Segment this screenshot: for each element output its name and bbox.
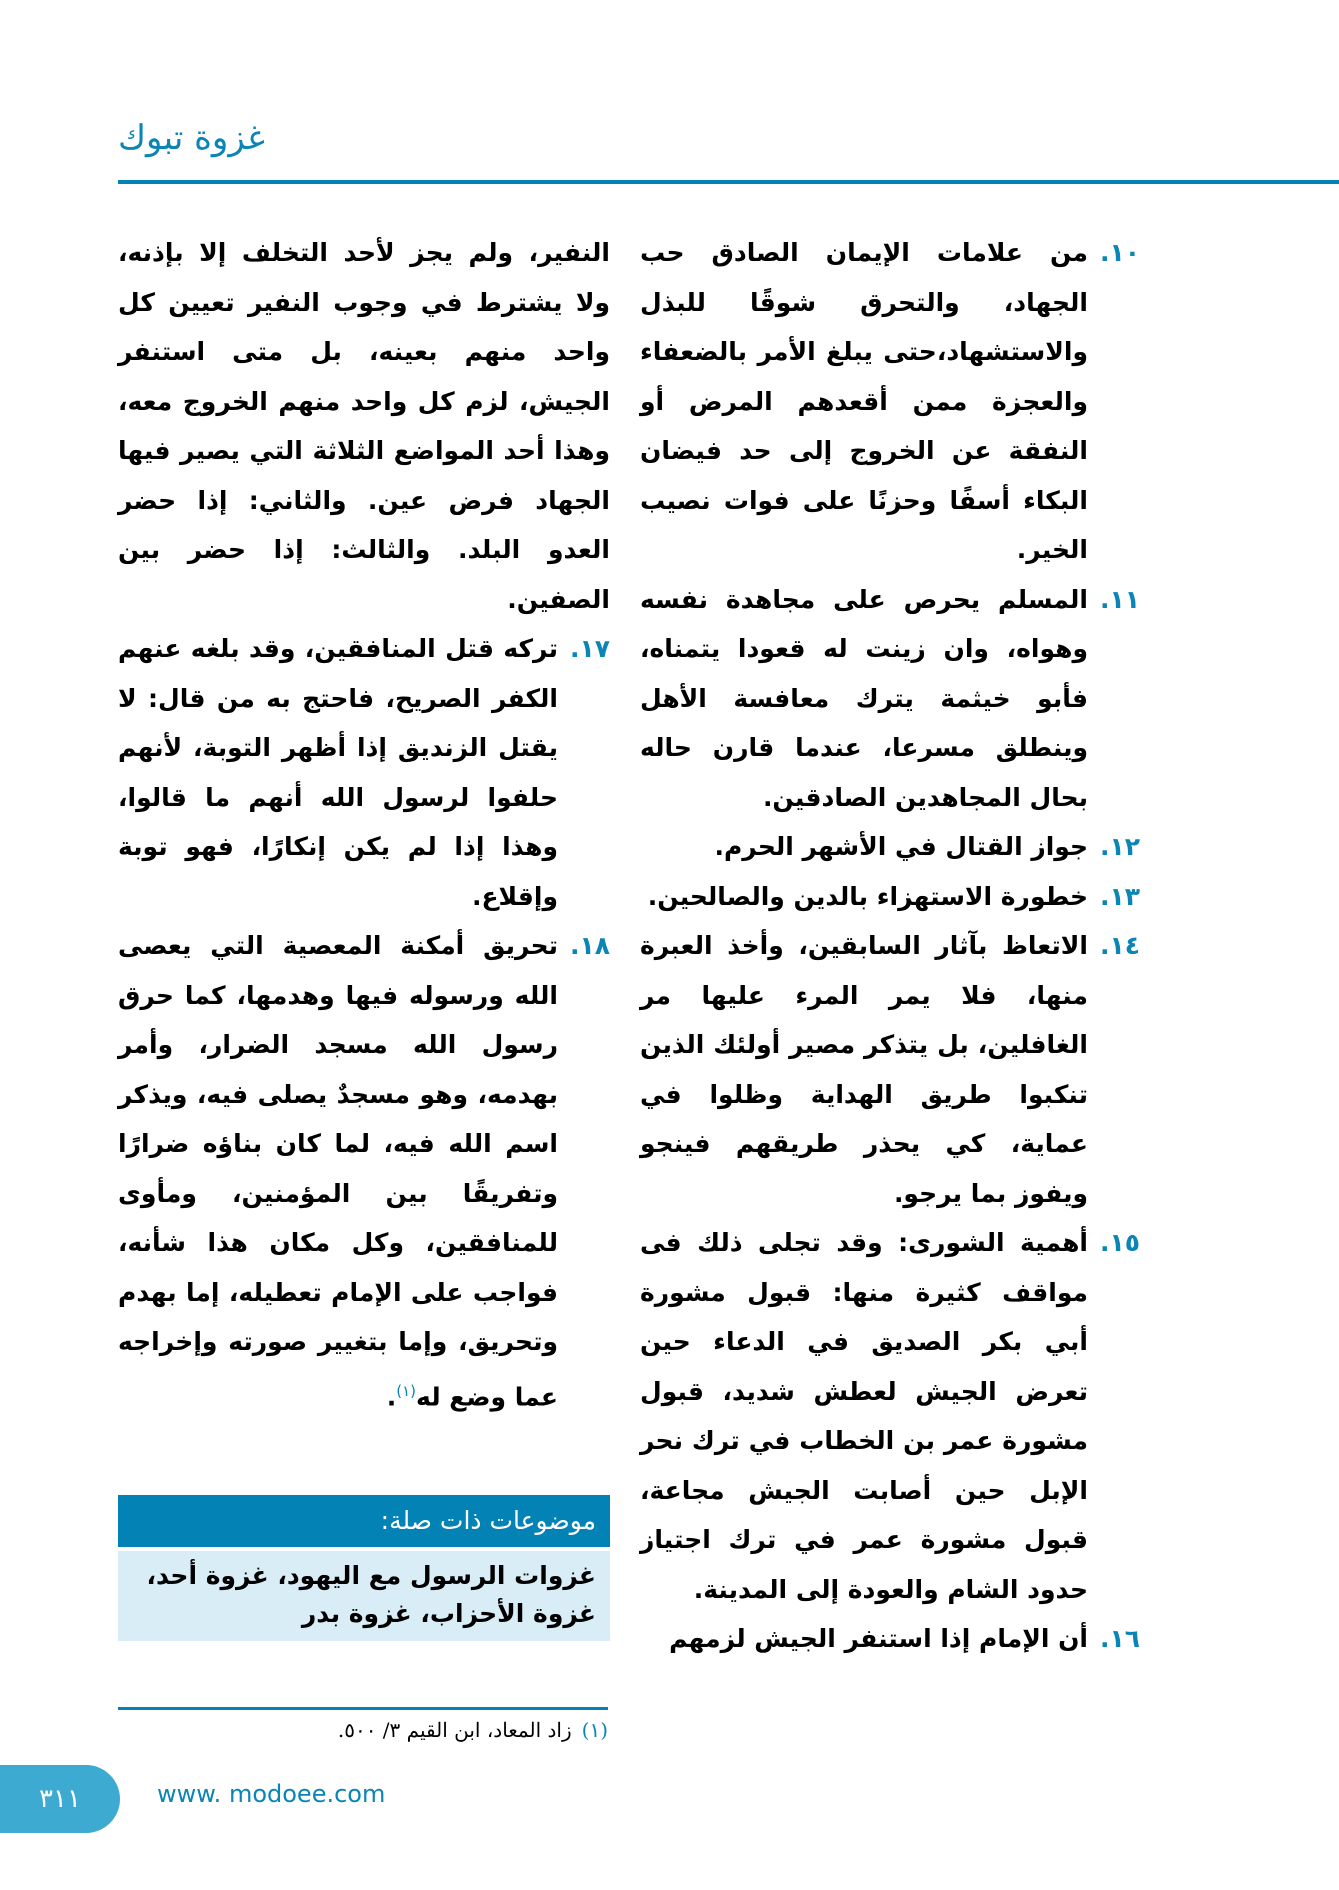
related-topics-heading: موضوعات ذات صلة: [118,1495,610,1547]
list-item [640,822,1140,872]
item-text: تحريق أمكنة المعصية التي يعصى الله ورسوله فيها وهدمها، كما حرق رسول الله مسجد الضرار، وأمر بهدمه، وهو مسجدٌ يصلى فيه، ويذكر اسم الله فيه، لما كان بناؤه ضرارًا وتفريقًا بين المؤمنين، ومأوى للمنافقين، وكل مكان هذا شأنه، فواجب على الإمام تعطيله، إما بهدم وتحريق، وإما بتغيير صورته وإخراجه عما وضع له [118,931,558,1411]
item-text: خطورة الاستهزاء بالدين والصالحين. [647,881,1088,911]
item-number: ١٣. [1099,881,1140,911]
item-text: المسلم يحرص على مجاهدة نفسه وهواه، وان زينت له قعودا يتمناه، فأبو خيثمة يترك معافسة الأهل وينطلق مسرعا، عندما قارن حاله بحال المجاهدين الصادقين. [640,584,1088,812]
item-text: النفير، ولم يجز لأحد التخلف إلا بإذنه، ولا يشترط في وجوب النفير تعيين كل واحد منهم بعينه، بل متى استنفر الجيش، لزم كل واحد منهم الخروج معه، وهذا أحد المواضع الثلاثة التي يصير فيها الجهاد فرض عين. والثاني: إذا حضر العدو البلد. والثالث: إذا حضر بين الصفين. [118,238,610,614]
website-link[interactable]: www. modoee.com [157,1780,386,1808]
left-column [118,228,610,1421]
footnote-text: زاد المعاد، ابن القيم ٣/ ٥٠٠. [337,1718,572,1742]
list-item [640,575,1140,823]
item-number: ١٨. [569,931,610,960]
right-column [640,228,1140,1664]
item-text: جواز القتال في الأشهر الحرم. [714,832,1088,861]
chapter-title: غزوة تبوك [118,118,265,158]
related-topics-box [118,1495,610,1641]
page-number-badge: ٣١١ [0,1765,120,1833]
item-text: أهمية الشورى: وقد تجلى ذلك فى مواقف كثيرة منها: قبول مشورة أبي بكر الصديق في الدعاء حين تعرض الجيش لعطش شديد، قبول مشورة عمر بن الخطاب في ترك نحر الإبل حين أصابت الجيش مجاعة، قبول مشورة عمر في ترك اجتياز حدود الشام والعودة إلى المدينة. [640,1228,1088,1604]
list-item [640,228,1140,575]
footnote-number: (١) [581,1718,608,1742]
item-end-punct: . [386,1381,397,1411]
list-item [640,921,1140,1218]
list-item [640,1614,1140,1664]
list-item-continuation [118,228,610,624]
item-number: ١٢. [1099,832,1140,861]
item-number: ١٥. [1099,1228,1140,1257]
item-text: أن الإمام إذا استنفر الجيش لزمهم [669,1624,1088,1653]
item-number: ١٤. [1099,931,1140,960]
footnote [118,1718,608,1742]
list-item [640,1218,1140,1614]
related-topics-list[interactable]: غزوات الرسول مع اليهود، غزوة أحد، غزوة الأحزاب، غزوة بدر [118,1551,610,1641]
item-text: من علامات الإيمان الصادق حب الجهاد، والتحرق شوقًا للبذل والاستشهاد،حتى يبلغ الأمر بالضعفاء والعجزة ممن أقعدهم المرض أو النفقة عن الخروج إلى حد فيضان البكاء أسفًا وحزنًا على فوات نصيب الخير. [640,238,1088,564]
footnote-ref[interactable]: (١) [396,1381,417,1400]
item-number: ١٧. [569,634,610,663]
header-divider [118,180,1339,184]
list-item [118,921,610,1421]
item-text: الاتعاظ بآثار السابقين، وأخذ العبرة منها، فلا يمر المرء عليها مر الغافلين، بل يتذكر مصير أولئك الذين تنكبوا طريق الهداية وظلوا في عماية، كي يحذر طريقهم فينجو ويفوز بما يرجو. [640,931,1088,1208]
item-number: ١٦. [1099,1624,1140,1653]
list-item [118,624,610,921]
list-item [640,872,1140,922]
item-text: تركه قتل المنافقين، وقد بلغه عنهم الكفر الصريح، فاحتج به من قال: لا يقتل الزنديق إذا أظهر التوبة، لأنهم حلفوا لرسول الله أنهم ما قالوا، وهذا إذا لم يكن إنكارًا، فهو توبة وإقلاع. [118,634,558,911]
item-number: ١٠. [1099,238,1140,267]
footnote-divider [118,1707,608,1710]
item-number: ١١. [1099,584,1140,614]
